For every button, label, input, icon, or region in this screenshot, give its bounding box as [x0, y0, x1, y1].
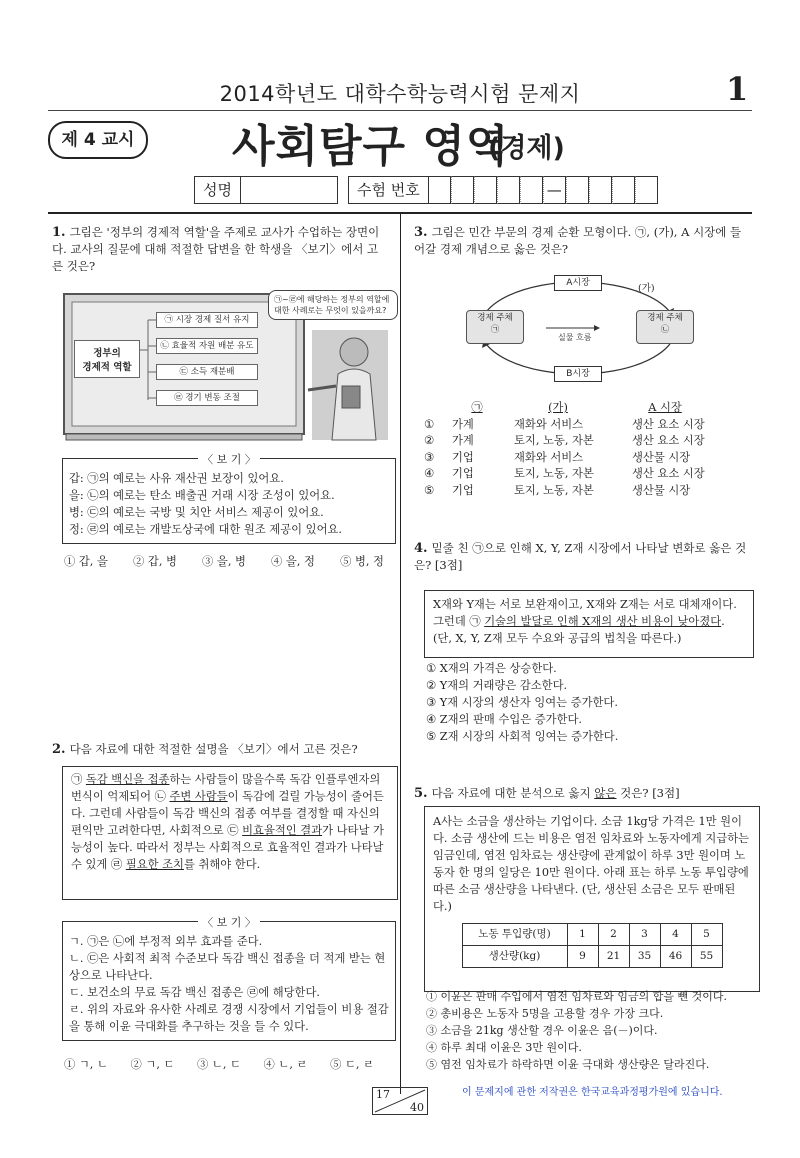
answer-choice[interactable]: ③ Y재 시장의 생산자 잉여는 증가한다. [426, 696, 618, 709]
bogi-item: ㄷ. 보건소의 무료 독감 백신 접종은 ㉣에 해당한다. [69, 986, 320, 999]
exam-no-cell[interactable] [497, 176, 520, 204]
cell: 재화와 서비스 [514, 450, 584, 464]
page-counter [372, 1087, 428, 1115]
question-text: 다음 자료에 대한 분석으로 옳지 [431, 786, 595, 800]
question-number: 3. [414, 225, 428, 240]
answer-choice[interactable]: ② Y재의 거래량은 감소한다. [426, 679, 568, 692]
question-number: 5. [414, 786, 428, 801]
cell: 토지, 노동, 자본 [514, 483, 594, 497]
cell: 21 [598, 946, 629, 968]
agent-right-mark: ㉡ [660, 325, 670, 335]
cell: 46 [660, 946, 691, 968]
question-3-answer-table [424, 400, 744, 499]
cell: 3 [629, 924, 660, 946]
passage-text: 이 독감에 걸릴 가능성이 줄어든다. 그런데 사람들이 독감 백신의 접종 여부를 결정할 때 자신의 편익만 고려한다면, 사회적으로 ㉢ [71, 790, 384, 837]
production-table [462, 923, 723, 968]
cell: 생산 요소 시장 [632, 467, 705, 480]
market-a-label: A시장 [554, 275, 602, 291]
exam-no-cell[interactable] [635, 176, 658, 204]
question-4-passage [424, 590, 754, 658]
board-item: ㉢ 소득 재분배 [156, 364, 258, 380]
cell: 가계 [452, 434, 474, 447]
passage-text: 하는 사람들이 많을수록 독감 인플루엔자의 번식이 억제되어 ㉡ [71, 773, 381, 803]
agent-left-box [466, 310, 524, 344]
passage-text: ㉠ [71, 773, 86, 786]
answer-choice[interactable]: ⑤ 염전 임차료가 하락하면 이윤 극대화 생산량은 달라진다. [426, 1058, 710, 1071]
col-header: A 시장 [648, 401, 682, 414]
answer-choice[interactable]: ④ 을, 정 [271, 555, 315, 568]
question-number: 4. [414, 541, 428, 556]
exam-title: 2014학년도 대학수학능력시험 문제지 [219, 82, 581, 106]
question-text: 다음 자료에 대한 적절한 설명을 〈보기〉에서 고른 것은? [69, 742, 358, 756]
ga-label: (가) [638, 283, 655, 294]
name-field[interactable] [241, 176, 338, 204]
board-item: ㉣ 경기 변동 조절 [156, 390, 258, 406]
real-flow-label: 실물 흐름 [558, 333, 592, 342]
table-header [424, 400, 744, 417]
answer-choice[interactable]: ② 갑, 병 [133, 555, 177, 568]
underlined-text: 주변 사람들 [169, 790, 228, 803]
page-number: 1 [726, 70, 749, 108]
underlined-text: 필요한 조치 [125, 858, 184, 871]
cell: 4 [660, 924, 691, 946]
market-b-label: B시장 [554, 366, 602, 382]
answer-row[interactable] [424, 417, 744, 434]
page-current: 17 [376, 1088, 390, 1101]
passage-text: A사는 소금을 생산하는 기업이다. 소금 1kg당 가격은 1만 원이다. 소금 생산에 드는 비용은 염전 임차료와 노동자에게 지급하는 임금인데, 염전 임차료는 생산량에 관계없이 하루 3만 원이며 노동자 한 명의 일당은 10만 원이다. 아래 표는 하루 노동 투입량에 따른 소금 생산량을 나타낸다. (단, 생산된 소금은 모두 판매된다.) [433, 815, 750, 913]
cell: 생산물 시장 [632, 450, 691, 464]
question-2-passage [62, 766, 398, 900]
period-badge: 제 4 교시 [48, 121, 148, 159]
cell: 생산 요소 시장 [632, 417, 705, 431]
question-4-choices [426, 660, 746, 745]
exam-no-cell[interactable] [589, 176, 612, 204]
cell: 1 [567, 924, 598, 946]
bogi-title: 〈 보 기 〉 [198, 916, 260, 929]
question-text: 밑줄 친 ㉠으로 인해 X, Y, Z재 시장에서 나타날 변화로 옳은 것은? [3점] [414, 541, 747, 572]
row-label: 노동 투입량(명) [462, 924, 567, 946]
agent-right-label: 경제 주체 [647, 313, 683, 323]
answer-choice[interactable]: ③ ㄴ, ㄷ [197, 1058, 241, 1071]
exam-no-cell[interactable] [474, 176, 497, 204]
classroom-illustration [62, 290, 388, 450]
question-5-stem [414, 785, 750, 802]
choice-mark[interactable]: ④ [424, 467, 435, 480]
choice-mark[interactable]: ② [424, 434, 435, 447]
bogi-item: ㄹ. 위의 자료와 유사한 사례로 경쟁 시장에서 기업들이 비용 절감을 통해 이윤 극대화를 추구하는 것을 들 수 있다. [69, 1003, 389, 1033]
exam-no-label: 수험 번호 [348, 176, 429, 204]
answer-row[interactable] [424, 483, 744, 500]
exam-no-cell[interactable] [451, 176, 474, 204]
name-label: 성명 [194, 176, 241, 204]
answer-choice[interactable]: ③ 을, 병 [202, 555, 246, 568]
board-center-label: 정부의 경제적 역할 [74, 340, 140, 378]
candidate-info-bar [194, 176, 658, 204]
question-number: 1. [52, 225, 66, 240]
bogi-title: 〈 보 기 〉 [198, 453, 260, 466]
answer-choice[interactable]: ② ㄱ, ㄷ [130, 1058, 175, 1071]
question-1-stem [52, 224, 388, 275]
cell: 재화와 서비스 [514, 417, 584, 431]
cell: 토지, 노동, 자본 [514, 467, 594, 480]
answer-choice[interactable]: ⑤ 병, 정 [340, 555, 384, 568]
answer-row[interactable] [424, 433, 744, 450]
cell: 생산물 시장 [632, 483, 691, 497]
choice-mark[interactable]: ③ [424, 450, 435, 464]
board-item: ㉡ 효율적 자원 배분 유도 [156, 338, 258, 354]
passage-text: X재와 Y재는 서로 보완재이고, X재와 Z재는 서로 대체재이다. 그런데 ㉠ [433, 598, 737, 628]
page-total: 40 [410, 1101, 424, 1114]
bogi-item: 정: ㉣의 예로는 개발도상국에 대한 원조 제공이 있어요. [69, 523, 343, 536]
underlined-text: 않은 [594, 786, 617, 800]
answer-choice[interactable]: ⑤ ㄷ, ㄹ [330, 1058, 374, 1071]
answer-choice[interactable]: ② 총비용은 노동자 5명을 고용할 경우 가장 크다. [426, 1007, 664, 1020]
cell: 생산 요소 시장 [632, 434, 705, 447]
agent-left-label: 경제 주체 [477, 313, 513, 323]
answer-choice[interactable]: ④ ㄴ, ㄹ [263, 1058, 308, 1071]
bogi-item: 병: ㉢의 예로는 국방 및 치안 서비스 제공이 있어요. [69, 506, 324, 519]
underlined-text: 기술의 발달로 인해 X재의 생산 비용이 낮아졌다 [484, 615, 722, 628]
speech-bubble: ㉠~㉣에 해당하는 정부의 역할에 대한 사례로는 무엇이 있을까요? [268, 290, 398, 320]
question-3-stem [414, 224, 750, 258]
question-4-stem [414, 540, 750, 574]
cell: 토지, 노동, 자본 [514, 434, 594, 447]
cell: 기업 [452, 483, 474, 497]
answer-row[interactable] [424, 466, 744, 483]
col-header: ㉠ [471, 401, 483, 414]
answer-choice[interactable]: ⑤ Z재 시장의 사회적 잉여는 증가한다. [426, 730, 619, 743]
question-1-bogi-box [62, 453, 396, 544]
passage-text: . (단, X, Y, Z재 모두 수요와 공급의 법칙을 따른다.) [433, 615, 725, 645]
question-2-bogi-box [62, 916, 396, 1041]
answer-choice[interactable]: ④ Z재의 판매 수입은 증가한다. [426, 713, 582, 726]
cell: 5 [691, 924, 722, 946]
answer-choice[interactable]: ③ 소금을 21kg 생산할 경우 이윤은 음(－)이다. [426, 1024, 658, 1037]
cell: 35 [629, 946, 660, 968]
cell: 기업 [452, 450, 474, 464]
exam-no-cell[interactable] [612, 176, 635, 204]
answer-choice[interactable]: ① 갑, 을 [64, 555, 108, 568]
exam-no-cell[interactable] [520, 176, 543, 204]
underlined-text: 독감 백신을 접종 [85, 773, 170, 786]
exam-no-dash: — [543, 176, 566, 204]
answer-choice[interactable]: ④ 하루 최대 이윤은 3만 원이다. [426, 1041, 582, 1054]
question-text: 그림은 민간 부문의 경제 순환 모형이다. ㉠, (가), A 시장에 들어갈 경제 개념으로 옳은 것은? [414, 225, 742, 256]
exam-no-cell[interactable] [429, 176, 451, 204]
circular-flow-diagram [460, 272, 700, 384]
question-5-choices [426, 988, 756, 1073]
copyright-notice: 이 문제지에 관한 저작권은 한국교육과정평가원에 있습니다. [462, 1087, 723, 1098]
question-text: 것은? [3점] [616, 786, 680, 800]
bogi-item: 을: ㉡의 예로는 탄소 배출권 거래 시장 조성이 있어요. [69, 489, 335, 502]
cell: 55 [691, 946, 722, 968]
question-number: 2. [52, 742, 66, 757]
passage-text: 를 취해야 한다. [183, 858, 261, 871]
bogi-item: ㄴ. ㉢은 사회적 최적 수준보다 독감 백신 접종을 더 적게 받는 현상으로 나타난다. [69, 952, 386, 982]
answer-choice[interactable]: ① X재의 가격은 상승한다. [426, 662, 557, 675]
answer-row[interactable] [424, 450, 744, 467]
agent-left-mark: ㉠ [490, 325, 500, 335]
board-item: ㉠ 시장 경제 질서 유지 [156, 312, 258, 328]
col-header: (가) [548, 401, 568, 414]
question-5-passage [424, 806, 760, 992]
choice-mark[interactable]: ⑤ [424, 483, 435, 497]
cell: 2 [598, 924, 629, 946]
question-2-choices [64, 1056, 374, 1073]
column-divider [400, 214, 401, 1094]
subject-subtitle: (경제) [488, 133, 565, 164]
answer-choice[interactable]: ① 이윤은 판매 수입에서 염전 임차료와 임금의 합을 뺀 것이다. [426, 990, 727, 1003]
question-text: 그림은 '정부의 경제적 역할'을 주제로 교사가 수업하는 장면이다. 교사의 질문에 대해 적절한 답변을 한 학생을 〈보기〉에서 고른 것은? [52, 225, 380, 273]
cell: 기업 [452, 467, 474, 480]
question-1-choices [64, 553, 384, 570]
underlined-text: 비효율적인 결과 [242, 824, 323, 837]
exam-no-cell[interactable] [566, 176, 589, 204]
agent-right-box [636, 310, 694, 344]
passage-text: 가 나타날 가능성이 높다. 따라서 정부는 사회적으로 효율적인 결과가 나타날 수 있게 ㉣ [71, 824, 384, 871]
cell: 9 [567, 946, 598, 968]
row-label: 생산량(kg) [462, 946, 567, 968]
bogi-item: ㄱ. ㉠은 ㉡에 부정적 외부 효과를 준다. [69, 935, 263, 948]
question-2-stem [52, 741, 388, 758]
cell: 가계 [452, 417, 474, 431]
subject-title: 사회탐구 영역 [232, 121, 510, 172]
bogi-item: 갑: ㉠의 예로는 사유 재산권 보장이 있어요. [69, 472, 284, 485]
choice-mark[interactable]: ① [424, 417, 435, 431]
answer-choice[interactable]: ① ㄱ, ㄴ [64, 1058, 108, 1071]
